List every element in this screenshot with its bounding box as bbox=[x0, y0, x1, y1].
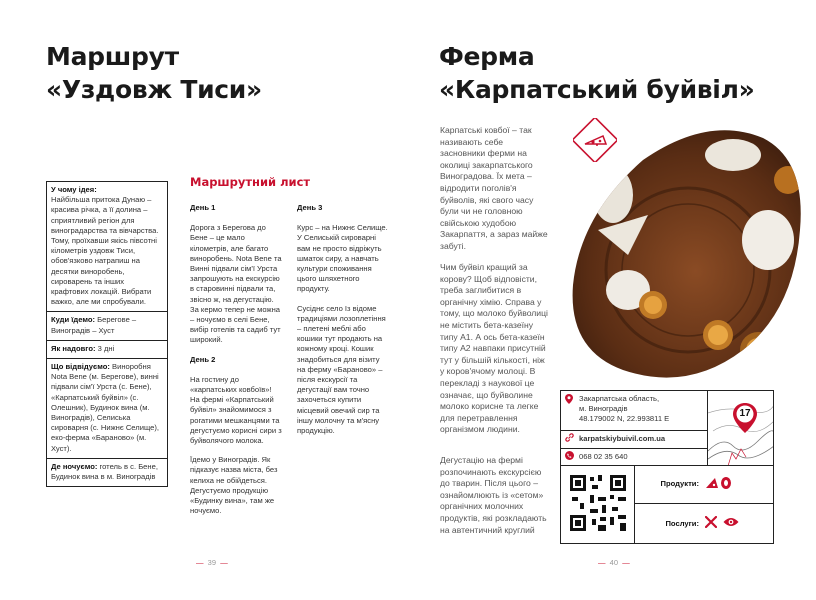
info-visit bbox=[47, 359, 167, 459]
route-title-line2: «Уздовж Тиси» bbox=[46, 75, 262, 104]
info-stay-text: готель в с. Бене, Будинок вина в м. Виноградів bbox=[51, 461, 158, 482]
info-about-label: У чому ідея: bbox=[51, 185, 97, 194]
day2-text-2: Їдемо у Виноградів. Як підказує назва міста, без келиха не обійдеться. Дегустуємо продукцію «Будинку вина», там же ночуємо. bbox=[190, 455, 278, 516]
info-where-text: Берегове – Виноградів – Хуст bbox=[51, 315, 137, 335]
contact-card bbox=[560, 390, 774, 544]
day1-label: День 1 bbox=[190, 203, 216, 212]
day3-text-1: Курс – на Нижнє Селище. У Селиській сироварні вам не просто відріжуть шматок сиру, а навчать культури споживання цього шляхетного продукту. bbox=[297, 223, 388, 294]
info-visit-label: Що відвідуємо: bbox=[51, 362, 110, 372]
day3-text-2: Сусіднє село Із відоме традиціями лозоплетіння – плетені меблі або кошики тут продають на кожному кроці. Кошик знадобиться для візиту на ферму «Бараново» – після екскурсії та дегустації вам точно захочеться купити місцевий овечий сир та іншу молочну та м'ясну продукцію. bbox=[297, 303, 386, 436]
info-stay bbox=[47, 459, 167, 486]
route-sheet-heading: Маршрутний лист bbox=[190, 175, 311, 189]
route-title bbox=[46, 40, 386, 106]
info-stay-label: Де ночуємо: bbox=[51, 461, 98, 471]
route-title-line1: Маршрут bbox=[46, 42, 179, 71]
info-where-label: Куди їдемо: bbox=[51, 315, 96, 325]
route-column-1 bbox=[190, 203, 282, 525]
info-about bbox=[47, 182, 167, 312]
website-link[interactable]: karpatskiybuivil.com.ua bbox=[579, 434, 666, 444]
day3-label: День 3 bbox=[297, 203, 323, 212]
products-label: Продукти: bbox=[660, 479, 699, 489]
coordinates: 48.179002 N, 22.993811 E bbox=[579, 414, 670, 424]
right-page bbox=[408, 0, 816, 600]
page-number-right: — 40 — bbox=[598, 558, 630, 567]
farm-title-line2: «Карпатський буйвіл» bbox=[439, 75, 755, 104]
day1-text: Дорога з Берегова до Бене – це мало кілометрів, але багато виноробень. Nota Bene та Винні підвали сім'ї Урста запрошують на екскурсію в старовинні підвали та, звісно ж, на дегустацію. За кермо тепер не можна – ночуємо в селі Бене, вибір готелів та садиб тут широкий. bbox=[190, 223, 282, 345]
phone-icon bbox=[565, 451, 575, 463]
day2-label: День 2 bbox=[190, 354, 216, 364]
cheese-product-icon bbox=[705, 476, 735, 493]
route-column-2 bbox=[297, 203, 389, 445]
link-icon bbox=[565, 433, 575, 445]
location-pin-icon bbox=[565, 394, 575, 407]
location-map bbox=[707, 391, 773, 466]
address-block bbox=[579, 394, 669, 425]
address-line2: м. Виноградів bbox=[579, 404, 628, 414]
info-visit-text: Виноробня Nota Bene (м. Берегове), винні підвали сім'ї Урста (с. Бене), «Карпатський буйвіл» (с. Олешник), Будинок вина (м. Виноградів), Селиська сироварня (с. Нижнє Селище), еко-ферма «Бараново» (м. Хуст). bbox=[51, 362, 159, 453]
map-number: 17 bbox=[739, 408, 751, 419]
address-line1: Закарпатська область, bbox=[579, 394, 660, 403]
cheese-icon bbox=[573, 118, 617, 162]
services-label: Послуги: bbox=[665, 518, 699, 528]
info-how-long-label: Як надовго: bbox=[51, 343, 96, 353]
products-row bbox=[635, 466, 773, 504]
phone-row[interactable] bbox=[561, 449, 707, 466]
farm-paragraph-1: Карпатські ковбої – так називають себе засновники ферми на околиці закарпатського Виноградова. Їх мета – відродити поголів'я буйволів, які свого часу були чи не головною свійською худобою Закарпаття, а зараз майже забуті. bbox=[440, 125, 548, 251]
services-row bbox=[635, 505, 773, 543]
info-how-long bbox=[47, 341, 167, 359]
eye-icon bbox=[723, 517, 739, 530]
farm-paragraph-2: Чим буйвіл кращий за корову? Щоб відповісти, треба заглибитися в органічну хімію. Справа у тому, що молоко буйволиці не містить бета-казеїну типу А1. А ось бета-казеїн типу А2 навпаки присутній тут у більшій кількості, ніж у коров'ячому молоці. В перекладі з наукової це означає, що буйволине молоко корисне та легке для перетравлення організмом людини. bbox=[440, 262, 548, 435]
farm-title bbox=[439, 40, 799, 106]
website-row[interactable] bbox=[561, 431, 707, 449]
cutlery-icon bbox=[705, 516, 717, 531]
qr-code-icon[interactable] bbox=[561, 466, 635, 543]
page-number-left-value: 39 bbox=[207, 558, 217, 567]
farm-paragraph-3: Дегустацію на фермі розпочинають екскурсією до тварин. Після цього – ознайомлюють із «сетом» органічних молочних продуктів, які розкладають на автентичний круглий bbox=[440, 455, 547, 535]
address-row bbox=[561, 391, 707, 431]
page-number-right-value: 40 bbox=[609, 558, 619, 567]
page-number-left: — 39 — bbox=[196, 558, 228, 567]
farm-title-line1: Ферма bbox=[439, 42, 535, 71]
info-how-long-text: 3 дні bbox=[97, 343, 115, 353]
info-where bbox=[47, 312, 167, 340]
info-about-text: Найбільша притока Дунаю – красива річка, а її долина – сприятливий регіон для виноградарства та вівчарства. Тому, проїхавши якісь півсотні кілометрів уздовж Тиси, обов'язково натрапиш на десятки виноробень, сироварень та інших крафтових локацій. Вибрати важко, але ми спробували. bbox=[51, 195, 159, 307]
day2-text-1: На гостину до «карпатських ковбоїв»! На фермі «Карпатський буйвіл» знайомимося з рогатими мешканцями та дегустуємо корисні сири з буйволячого молока. bbox=[190, 374, 282, 446]
route-info-box bbox=[46, 181, 168, 487]
phone-number[interactable]: 068 02 35 640 bbox=[579, 451, 628, 461]
